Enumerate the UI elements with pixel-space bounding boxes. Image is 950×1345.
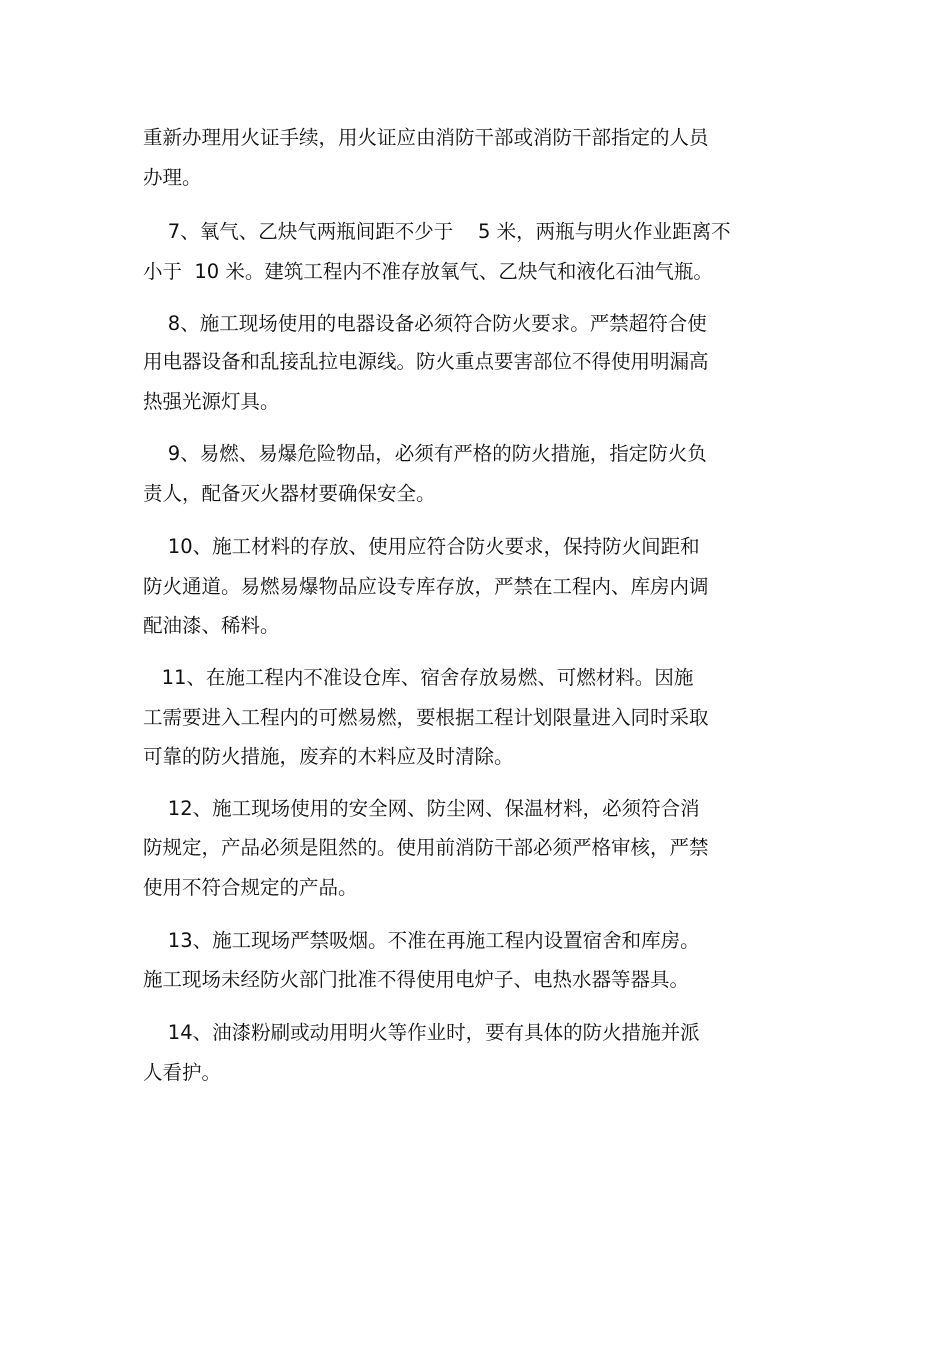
paragraph-line: 11、在施工程内不准设仓库、宿舍存放易燃、可燃材料。因施 (143, 666, 694, 689)
paragraph-line: 防火通道。易燃易爆物品应设专库存放，严禁在工程内、库房内调 (143, 575, 709, 598)
paragraph-line: 工需要进入工程内的可燃易燃，要根据工程计划限量进入同时采取 (143, 706, 709, 729)
paragraph-line: 8、施工现场使用的电器设备必须符合防火要求。严禁超符合使 (143, 312, 707, 335)
paragraph-line: 13、施工现场严禁吸烟。不准在再施工程内设置宿舍和库房。 (143, 929, 700, 952)
paragraph-line: 责人，配备灭火器材要确保安全。 (143, 482, 436, 505)
paragraph-line: 办理。 (143, 166, 202, 189)
paragraph-line: 14、油漆粉刷或动用明火等作业时，要有具体的防火措施并派 (143, 1021, 700, 1044)
paragraph-line: 12、施工现场使用的安全网、防尘网、保温材料，必须符合消 (143, 797, 700, 820)
paragraph-line: 9、易燃、易爆危险物品，必须有严格的防火措施，指定防火负 (143, 442, 707, 465)
paragraph-line: 配油漆、稀料。 (143, 614, 280, 637)
paragraph-line: 用电器设备和乱接乱拉电源线。防火重点要害部位不得使用明漏高 (143, 350, 709, 373)
paragraph-line: 小于 10 米。建筑工程内不准存放氧气、乙炔气和液化石油气瓶。 (143, 260, 713, 283)
paragraph-line: 防规定，产品必须是阻然的。使用前消防干部必须严格审核，严禁 (143, 836, 709, 859)
paragraph-line: 人看护。 (143, 1061, 222, 1084)
paragraph-line: 热强光源灯具。 (143, 390, 280, 413)
paragraph-line: 重新办理用火证手续，用火证应由消防干部或消防干部指定的人员 (143, 126, 709, 149)
paragraph-line: 施工现场未经防火部门批准不得使用电炉子、电热水器等器具。 (143, 968, 690, 991)
paragraph-line: 10、施工材料的存放、使用应符合防火要求，保持防火间距和 (143, 535, 700, 558)
paragraph-line: 使用不符合规定的产品。 (143, 876, 358, 899)
paragraph-line: 7、氧气、乙炔气两瓶间距不少于 5 米，两瓶与明火作业距离不 (143, 220, 731, 243)
paragraph-line: 可靠的防火措施，废弃的木料应及时清除。 (143, 745, 514, 768)
